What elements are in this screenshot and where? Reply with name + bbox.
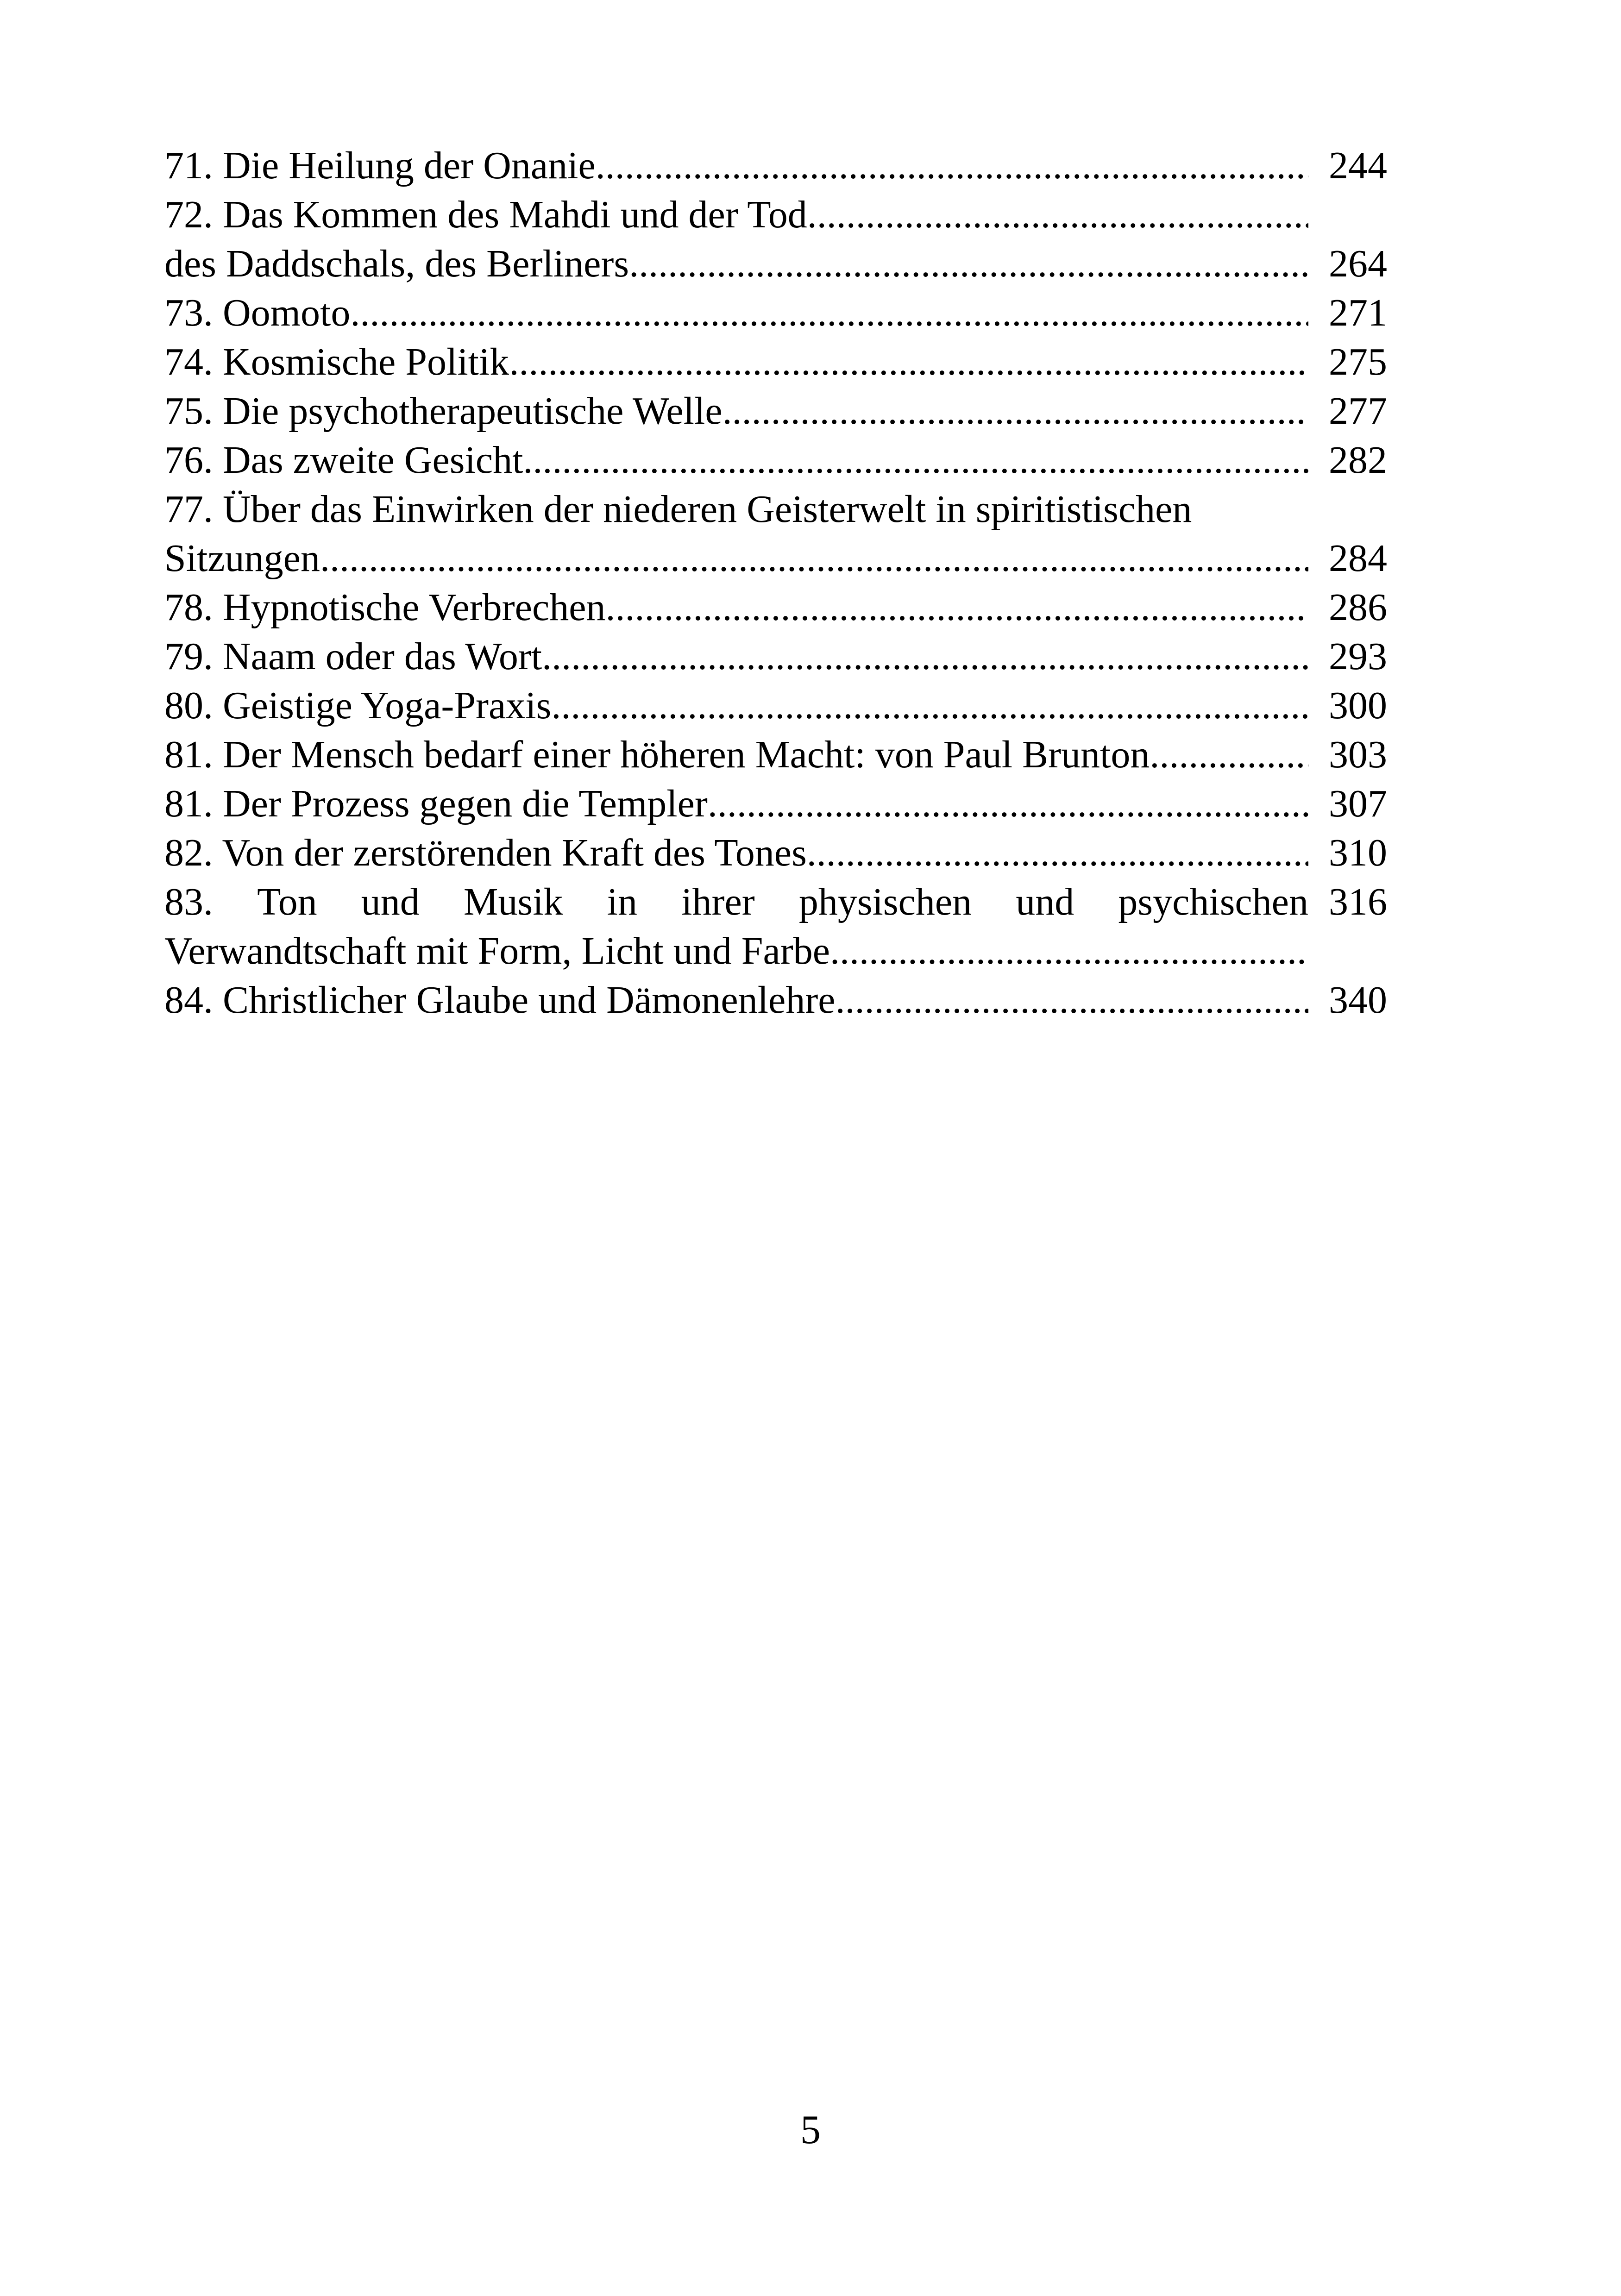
toc-entry: [164, 976, 1387, 1025]
toc-word: psychischen: [1118, 880, 1308, 923]
toc-entry-title: 75. Die psychotherapeutische Welle: [164, 389, 723, 433]
toc-entry: [164, 927, 1387, 976]
toc-entry-page: 244: [1329, 144, 1387, 187]
toc-entry: [164, 387, 1387, 436]
toc-entry: [164, 730, 1387, 779]
toc-entry-title: 82. Von der zerstörenden Kraft des Tones: [164, 831, 807, 874]
toc-word: ihrer: [681, 880, 755, 923]
toc-entry: [164, 289, 1387, 338]
toc-dot-leader: [723, 387, 1308, 436]
toc-word: physischen: [798, 880, 972, 923]
toc-entry-title: des Daddschals, des Berliners: [164, 242, 629, 285]
toc-dot-leader: [629, 239, 1308, 289]
toc-entry-title: 71. Die Heilung der Onanie: [164, 144, 596, 187]
toc-entry-title: 80. Geistige Yoga-Praxis: [164, 684, 552, 727]
toc-entry-page: 286: [1329, 586, 1387, 629]
toc-entry: [164, 828, 1387, 878]
toc-entry-title: [164, 878, 1322, 927]
toc-entry-page: 310: [1329, 831, 1387, 874]
toc-word: und: [1016, 880, 1074, 923]
toc-word: und: [361, 880, 420, 923]
toc-entry: [164, 485, 1387, 534]
toc-entry: [164, 534, 1387, 583]
toc-entry-title: 73. Oomoto: [164, 291, 351, 334]
toc-entry: [164, 583, 1387, 632]
toc-dot-leader: [350, 289, 1308, 338]
toc-entry-title: 72. Das Kommen des Mahdi und der Tod: [164, 193, 807, 236]
toc-dot-leader: [523, 436, 1308, 485]
toc-entry-page: 293: [1329, 635, 1387, 678]
toc-entry-title: 84. Christlicher Glaube und Dämonenlehre: [164, 979, 836, 1022]
page-number: 5: [800, 2108, 821, 2152]
toc-entry: [164, 190, 1387, 239]
toc-entry-title: 76. Das zweite Gesicht: [164, 439, 523, 482]
toc-entry-title: 77. Über das Einwirken der niederen Geisterwelt in spiritistischen: [164, 488, 1192, 531]
toc-entry-page: 303: [1329, 733, 1387, 776]
toc-dot-leader: [1150, 730, 1308, 779]
table-of-contents: [164, 141, 1387, 1025]
toc-entry-page: 340: [1329, 979, 1387, 1022]
toc-word: Ton: [257, 880, 317, 923]
toc-dot-leader: [509, 338, 1308, 387]
toc-entry-title: 74. Kosmische Politik: [164, 340, 509, 383]
toc-word: in: [607, 880, 638, 923]
toc-entry-page: 277: [1329, 389, 1387, 433]
toc-entry-title: 79. Naam oder das Wort: [164, 635, 542, 678]
toc-dot-leader: [542, 632, 1308, 681]
toc-dot-leader: [606, 583, 1308, 632]
toc-entry-title: 78. Hypnotische Verbrechen: [164, 586, 606, 629]
toc-entry-title: Verwandtschaft mit Form, Licht und Farbe: [164, 929, 830, 972]
toc-dot-leader: [596, 141, 1308, 190]
toc-dot-leader: [807, 190, 1308, 239]
toc-entry: [164, 632, 1387, 681]
toc-entry-page: 307: [1329, 782, 1387, 825]
toc-dot-leader: [830, 927, 1308, 976]
toc-word: 83.: [164, 880, 213, 923]
toc-entry: [164, 436, 1387, 485]
toc-entry-page: 300: [1329, 684, 1387, 727]
toc-dot-leader: [708, 779, 1308, 828]
toc-dot-leader: [320, 534, 1308, 583]
toc-entry: [164, 141, 1387, 190]
toc-entry: [164, 681, 1387, 730]
toc-entry-page: 271: [1329, 291, 1387, 334]
toc-dot-leader: [551, 681, 1308, 730]
toc-entry-title: Sitzungen: [164, 537, 320, 580]
toc-entry-justified: [164, 878, 1387, 927]
toc-entry-page: 316: [1329, 880, 1387, 923]
toc-entry-page: 275: [1329, 340, 1387, 383]
toc-word: Musik: [463, 880, 563, 923]
toc-entry-page: 284: [1329, 537, 1387, 580]
toc-dot-leader: [807, 828, 1308, 878]
toc-entry-title: 81. Der Prozess gegen die Templer: [164, 782, 708, 825]
toc-dot-leader: [836, 976, 1308, 1025]
toc-entry-title: 81. Der Mensch bedarf einer höheren Macht: von Paul Brunton: [164, 733, 1150, 776]
toc-entry-page: 264: [1329, 242, 1387, 285]
toc-entry: [164, 338, 1387, 387]
toc-entry: [164, 239, 1387, 289]
toc-entry: [164, 779, 1387, 828]
toc-entry-page: 282: [1329, 439, 1387, 482]
